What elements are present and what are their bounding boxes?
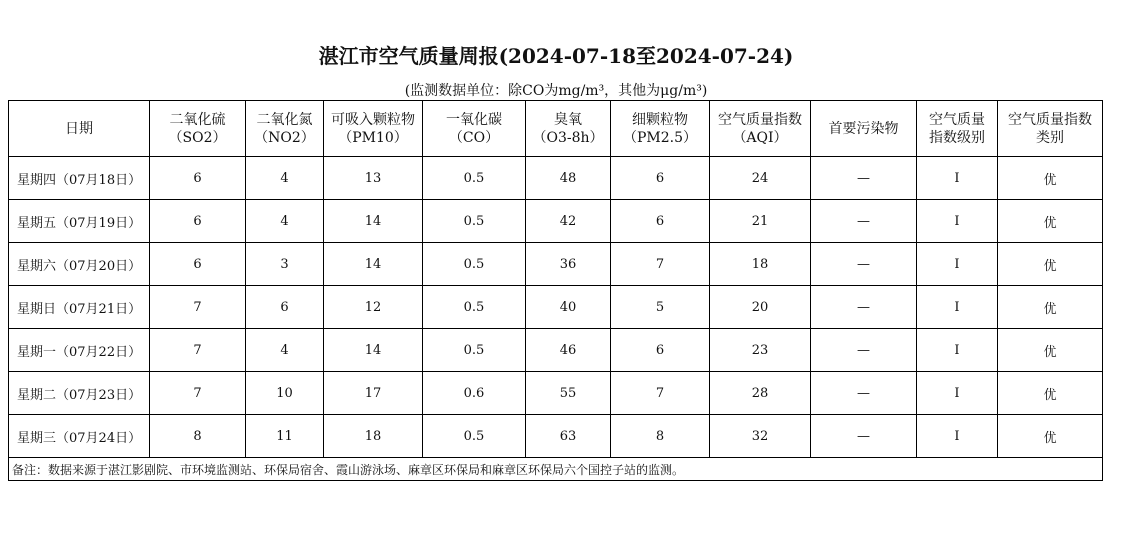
no2-cell: 4	[246, 157, 324, 200]
aqi-category-cell: 优	[998, 286, 1103, 329]
co-cell: 0.6	[423, 372, 526, 415]
pm10-cell: 14	[324, 200, 423, 243]
table-row	[9, 329, 1103, 372]
header-aqi-level	[917, 101, 998, 157]
so2-cell: 7	[150, 372, 246, 415]
pm25-cell: 5	[611, 286, 710, 329]
header-pm25	[611, 101, 710, 157]
pm25-cell: 7	[611, 243, 710, 286]
header-label: 细颗粒物	[632, 111, 688, 128]
pm10-cell: 13	[324, 157, 423, 200]
header-label: 二氧化氮	[256, 111, 313, 128]
table-row	[9, 286, 1103, 329]
primary-pollutant-cell: —	[811, 329, 917, 372]
aqi-level-cell: Ⅰ	[917, 200, 998, 243]
aqi-cell: 21	[710, 200, 811, 243]
header-o3	[526, 101, 611, 157]
co-cell: 0.5	[423, 243, 526, 286]
aqi-level-cell: Ⅰ	[917, 243, 998, 286]
co-cell: 0.5	[423, 286, 526, 329]
aqi-category-cell: 优	[998, 372, 1103, 415]
report-subtitle: (监测数据单位：除CO为mg/m³，其他为μg/m³)	[404, 83, 708, 99]
aqi-category-cell: 优	[998, 329, 1103, 372]
no2-cell: 6	[246, 286, 324, 329]
aqi-level-cell: Ⅰ	[917, 372, 998, 415]
header-label: 二氧化硫	[169, 111, 226, 128]
o3-cell: 48	[526, 157, 611, 200]
o3-cell: 40	[526, 286, 611, 329]
pm10-cell: 14	[324, 329, 423, 372]
aqi-level-cell: Ⅰ	[917, 415, 998, 458]
day-cell: 星期一（07月22日）	[9, 329, 150, 372]
aqi-category-cell: 优	[998, 157, 1103, 200]
so2-cell: 6	[150, 200, 246, 243]
pm10-cell: 12	[324, 286, 423, 329]
aqi-level-cell: Ⅰ	[917, 157, 998, 200]
aqi-cell: 23	[710, 329, 811, 372]
header-sublabel: （SO2）	[168, 129, 227, 146]
header-label: 空气质量	[929, 111, 985, 128]
no2-cell: 11	[246, 415, 324, 458]
pm10-cell: 17	[324, 372, 423, 415]
header-co	[423, 101, 526, 157]
header-sublabel: （PM10）	[338, 129, 408, 146]
header-aqi	[710, 101, 811, 157]
day-cell: 星期三（07月24日）	[9, 415, 150, 458]
aqi-cell: 28	[710, 372, 811, 415]
no2-cell: 3	[246, 243, 324, 286]
header-primary-pollutant	[811, 101, 917, 157]
table-row	[9, 372, 1103, 415]
header-date	[9, 101, 150, 157]
pm25-cell: 7	[611, 372, 710, 415]
co-cell: 0.5	[423, 157, 526, 200]
header-label: 日期	[65, 120, 93, 137]
so2-cell: 7	[150, 286, 246, 329]
o3-cell: 42	[526, 200, 611, 243]
header-label: 首要污染物	[828, 120, 899, 137]
aqi-level-cell: Ⅰ	[917, 286, 998, 329]
day-cell: 星期六（07月20日）	[9, 243, 150, 286]
pm25-cell: 6	[611, 157, 710, 200]
header-aqi-category	[998, 101, 1103, 157]
header-sublabel: （NO2）	[254, 129, 315, 146]
air-quality-table	[8, 100, 1103, 481]
header-sublabel: （AQI）	[732, 129, 788, 146]
header-label: 可吸入颗粒物	[331, 111, 415, 128]
no2-cell: 4	[246, 200, 324, 243]
header-sublabel: （CO）	[448, 129, 500, 146]
day-cell: 星期二（07月23日）	[9, 372, 150, 415]
co-cell: 0.5	[423, 415, 526, 458]
header-label: 空气质量指数	[1008, 111, 1092, 128]
table-row	[9, 243, 1103, 286]
no2-cell: 10	[246, 372, 324, 415]
aqi-category-cell: 优	[998, 200, 1103, 243]
pm10-cell: 18	[324, 415, 423, 458]
header-sublabel: （PM2.5）	[622, 129, 698, 146]
pm25-cell: 8	[611, 415, 710, 458]
so2-cell: 6	[150, 243, 246, 286]
aqi-cell: 32	[710, 415, 811, 458]
aqi-cell: 24	[710, 157, 811, 200]
table-header-row	[9, 101, 1103, 157]
day-cell: 星期四（07月18日）	[9, 157, 150, 200]
primary-pollutant-cell: —	[811, 157, 917, 200]
header-sublabel: 类别	[1036, 129, 1064, 146]
aqi-level-cell: Ⅰ	[917, 329, 998, 372]
day-cell: 星期日（07月21日）	[9, 286, 150, 329]
table-row	[9, 415, 1103, 458]
day-cell: 星期五（07月19日）	[9, 200, 150, 243]
co-cell: 0.5	[423, 329, 526, 372]
so2-cell: 6	[150, 157, 246, 200]
o3-cell: 46	[526, 329, 611, 372]
no2-cell: 4	[246, 329, 324, 372]
header-label: 臭氧	[554, 111, 582, 128]
pm25-cell: 6	[611, 329, 710, 372]
table-row	[9, 157, 1103, 200]
o3-cell: 63	[526, 415, 611, 458]
primary-pollutant-cell: —	[811, 200, 917, 243]
primary-pollutant-cell: —	[811, 286, 917, 329]
header-label: 一氧化碳	[446, 111, 502, 128]
primary-pollutant-cell: —	[811, 243, 917, 286]
aqi-category-cell: 优	[998, 415, 1103, 458]
o3-cell: 55	[526, 372, 611, 415]
primary-pollutant-cell: —	[811, 372, 917, 415]
co-cell: 0.5	[423, 200, 526, 243]
table-row	[9, 200, 1103, 243]
so2-cell: 7	[150, 329, 246, 372]
pm25-cell: 6	[611, 200, 710, 243]
so2-cell: 8	[150, 415, 246, 458]
header-so2	[150, 101, 246, 157]
pm10-cell: 14	[324, 243, 423, 286]
note-row	[9, 458, 1103, 481]
aqi-cell: 18	[710, 243, 811, 286]
header-label: 空气质量指数	[718, 111, 802, 128]
primary-pollutant-cell: —	[811, 415, 917, 458]
header-sublabel: 指数级别	[929, 129, 985, 146]
header-sublabel: （O3-8h）	[532, 129, 604, 146]
report-title: 湛江市空气质量周报(2024-07-18至2024-07-24)	[318, 44, 794, 68]
aqi-category-cell: 优	[998, 243, 1103, 286]
header-pm10	[324, 101, 423, 157]
header-no2	[246, 101, 324, 157]
data-source-note: 备注：数据来源于湛江影剧院、市环境监测站、环保局宿舍、霞山游泳场、麻章区环保局和麻章区环保局六个国控子站的监测。	[9, 458, 1103, 481]
o3-cell: 36	[526, 243, 611, 286]
aqi-cell: 20	[710, 286, 811, 329]
